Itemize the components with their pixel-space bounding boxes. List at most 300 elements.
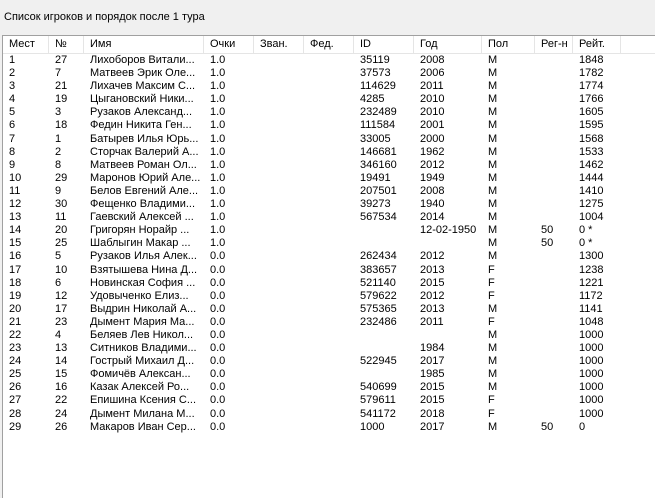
cell-points: 0.0 (210, 328, 226, 341)
cell-points: 1.0 (210, 93, 226, 106)
cell-year: 2008 (420, 54, 445, 66)
cell-region (535, 355, 573, 368)
cell-points: 0.0 (210, 263, 226, 276)
cell-rating: 1238 (579, 263, 604, 276)
table-row[interactable] (3, 172, 655, 185)
cell-federation (304, 394, 354, 407)
cell-id (354, 237, 414, 250)
cell-id: 19491 (360, 171, 391, 184)
cell-sex: M (488, 355, 498, 368)
cell-id: 207501 (360, 184, 397, 197)
table-row[interactable] (3, 381, 655, 394)
cell-place: 6 (9, 119, 16, 132)
cell-region (535, 381, 573, 394)
cell-sex: M (488, 211, 498, 224)
cell-id: 146681 (360, 145, 397, 158)
cell-place: 24 (9, 355, 22, 368)
cell-year: 1984 (420, 342, 445, 355)
table-row[interactable] (3, 80, 655, 93)
cell-number: 27 (55, 54, 68, 66)
cell-sex: M (488, 67, 498, 80)
cell-points: 1.0 (210, 171, 226, 184)
cell-rating: 1774 (579, 80, 604, 93)
cell-federation (304, 67, 354, 80)
cell-points: 1.0 (210, 237, 226, 250)
cell-points: 1.0 (210, 224, 226, 237)
cell-region (535, 54, 573, 67)
players-table[interactable] (2, 35, 655, 498)
table-row[interactable] (3, 106, 655, 119)
cell-place: 10 (9, 171, 22, 184)
cell-rating: 0 * (579, 224, 593, 237)
cell-year: 2000 (420, 132, 445, 145)
table-row[interactable] (3, 355, 655, 368)
cell-number: 2 (55, 145, 62, 158)
cell-federation (304, 237, 354, 250)
cell-sex: F (488, 276, 495, 289)
cell-federation (304, 408, 354, 421)
table-row[interactable] (3, 408, 655, 421)
cell-region (535, 329, 573, 342)
table-row[interactable] (3, 159, 655, 172)
cell-name: Батырев Илья Юрь... (90, 132, 199, 145)
cell-sex: M (488, 328, 498, 341)
cell-year: 2013 (420, 302, 445, 315)
cell-year: 2001 (420, 119, 445, 132)
cell-number: 9 (55, 184, 62, 197)
cell-title (254, 316, 304, 329)
cell-rating: 1000 (579, 355, 604, 368)
cell-federation (304, 421, 354, 434)
cell-region (535, 106, 573, 119)
cell-id: 540699 (360, 381, 397, 394)
cell-points: 1.0 (210, 211, 226, 224)
cell-place: 17 (9, 263, 22, 276)
cell-place: 29 (9, 420, 22, 433)
cell-number: 12 (55, 289, 68, 302)
column-header-number[interactable]: № (49, 36, 84, 53)
cell-place: 18 (9, 276, 22, 289)
cell-id: 35119 (360, 54, 390, 66)
cell-points: 0.0 (210, 394, 226, 407)
column-header-rating[interactable]: Рейт. (573, 36, 621, 53)
cell-name: Белов Евгений Але... (90, 184, 199, 197)
cell-id: 522945 (360, 355, 397, 368)
table-row[interactable] (3, 198, 655, 211)
cell-sex: M (488, 381, 498, 394)
cell-title (254, 198, 304, 211)
cell-federation (304, 224, 354, 237)
cell-federation (304, 119, 354, 132)
table-row[interactable] (3, 329, 655, 342)
cell-federation (304, 198, 354, 211)
cell-region: 50 (541, 224, 554, 237)
cell-rating: 1000 (579, 394, 604, 407)
cell-region (535, 146, 573, 159)
cell-rating: 1605 (579, 106, 604, 119)
cell-federation (304, 80, 354, 93)
column-header-federation[interactable]: Фед. (304, 36, 354, 53)
cell-id: 232486 (360, 315, 397, 328)
cell-points: 0.0 (210, 381, 226, 394)
cell-points: 0.0 (210, 315, 226, 328)
cell-id: 37573 (360, 67, 391, 80)
cell-region (535, 80, 573, 93)
table-row[interactable] (3, 264, 655, 277)
cell-sex: M (488, 171, 498, 184)
cell-number: 15 (55, 368, 68, 381)
cell-place: 25 (9, 368, 22, 381)
cell-federation (304, 329, 354, 342)
cell-place: 4 (9, 93, 16, 106)
cell-title (254, 277, 304, 290)
table-row[interactable] (3, 316, 655, 329)
table-row[interactable] (3, 185, 655, 198)
table-row[interactable] (3, 421, 655, 434)
table-row[interactable] (3, 342, 655, 355)
table-row[interactable] (3, 146, 655, 159)
cell-place: 28 (9, 407, 22, 420)
cell-rating: 1595 (579, 119, 604, 132)
cell-region (535, 211, 573, 224)
column-header-id[interactable]: ID (354, 36, 414, 53)
cell-name: Гаевский Алексей ... (90, 211, 194, 224)
column-header-sex[interactable]: Пол (482, 36, 535, 53)
cell-name: Федин Никита Ген... (90, 119, 192, 132)
column-header-year[interactable]: Год (414, 36, 482, 53)
cell-sex: M (488, 224, 498, 237)
column-header-filler (621, 36, 655, 53)
cell-region (535, 277, 573, 290)
cell-rating: 1141 (579, 302, 603, 315)
cell-name: Сторчак Валерий А... (90, 145, 199, 158)
cell-name: Цыгановский Ники... (90, 93, 194, 106)
cell-region: 50 (541, 237, 554, 250)
cell-title (254, 185, 304, 198)
cell-points: 1.0 (210, 67, 226, 80)
cell-sex: M (488, 342, 498, 355)
table-header (3, 36, 655, 54)
cell-points: 0.0 (210, 355, 226, 368)
cell-title (254, 303, 304, 316)
table-row[interactable] (3, 67, 655, 80)
table-row[interactable] (3, 368, 655, 381)
cell-place: 15 (9, 237, 22, 250)
cell-region (535, 172, 573, 185)
table-row[interactable] (3, 211, 655, 224)
cell-place: 8 (9, 145, 16, 158)
cell-rating: 1444 (579, 171, 604, 184)
cell-sex: M (488, 132, 498, 145)
cell-id: 521140 (360, 276, 396, 289)
table-row[interactable] (3, 237, 655, 250)
cell-id: 346160 (360, 158, 397, 171)
cell-sex: M (488, 158, 498, 171)
cell-rating: 1462 (579, 158, 604, 171)
cell-number: 24 (55, 407, 68, 420)
cell-id: 33005 (360, 132, 391, 145)
cell-title (254, 250, 304, 263)
cell-sex: F (488, 394, 495, 407)
cell-place: 19 (9, 289, 22, 302)
cell-place: 23 (9, 342, 22, 355)
cell-sex: M (488, 198, 498, 211)
cell-rating: 1848 (579, 54, 604, 66)
cell-title (254, 421, 304, 434)
cell-name: Шаблыгин Макар ... (90, 237, 191, 250)
cell-points: 0.0 (210, 407, 226, 420)
cell-federation (304, 146, 354, 159)
cell-region (535, 316, 573, 329)
cell-place: 7 (9, 132, 16, 145)
cell-federation (304, 159, 354, 172)
cell-rating: 1000 (579, 407, 604, 420)
cell-title (254, 67, 304, 80)
cell-sex: M (488, 119, 498, 132)
cell-year (414, 237, 482, 250)
cell-name: Епишина Ксения С... (90, 394, 197, 407)
table-row[interactable] (3, 119, 655, 132)
cell-title (254, 237, 304, 250)
cell-rating: 1533 (579, 145, 604, 158)
cell-id: 541172 (360, 407, 396, 420)
cell-year: 2012 (420, 289, 445, 302)
cell-points: 1.0 (210, 132, 226, 145)
cell-year: 2008 (420, 184, 445, 197)
cell-rating: 1172 (579, 289, 603, 302)
table-row[interactable] (3, 224, 655, 237)
cell-place: 16 (9, 250, 22, 263)
cell-rating: 1000 (579, 368, 604, 381)
cell-sex: M (488, 93, 498, 106)
table-row[interactable] (3, 303, 655, 316)
cell-year: 2013 (420, 263, 445, 276)
cell-title (254, 381, 304, 394)
cell-region (535, 119, 573, 132)
cell-region (535, 250, 573, 263)
cell-name: Новинская София ... (90, 276, 196, 289)
cell-year: 2006 (420, 67, 445, 80)
cell-region (535, 93, 573, 106)
cell-federation (304, 381, 354, 394)
cell-title (254, 408, 304, 421)
table-row[interactable] (3, 133, 655, 146)
cell-region (535, 198, 573, 211)
cell-year: 2014 (420, 211, 445, 224)
cell-number: 5 (55, 250, 62, 263)
cell-year: 1962 (420, 145, 445, 158)
cell-name: Маронов Юрий Але... (90, 171, 201, 184)
cell-id: 383657 (360, 263, 397, 276)
cell-place: 3 (9, 80, 16, 93)
cell-title (254, 172, 304, 185)
cell-number: 19 (55, 93, 68, 106)
cell-place: 14 (9, 224, 22, 237)
cell-id: 232489 (360, 106, 397, 119)
cell-points: 1.0 (210, 106, 226, 119)
cell-year (414, 329, 482, 342)
cell-number: 18 (55, 119, 68, 132)
cell-title (254, 146, 304, 159)
cell-points: 1.0 (210, 184, 226, 197)
cell-number: 8 (55, 158, 62, 171)
cell-rating: 1000 (579, 342, 604, 355)
cell-sex: M (488, 184, 498, 197)
cell-points: 0.0 (210, 368, 226, 381)
cell-region (535, 133, 573, 146)
cell-name: Ситников Владими... (90, 342, 197, 355)
cell-id: 39273 (360, 198, 391, 211)
cell-rating: 1782 (579, 67, 604, 80)
cell-name: Лихоборов Витали... (90, 54, 195, 66)
cell-year: 12-02-1950 (420, 224, 477, 237)
table-row[interactable] (3, 93, 655, 106)
table-row[interactable] (3, 54, 655, 67)
cell-title (254, 133, 304, 146)
cell-federation (304, 342, 354, 355)
cell-title (254, 355, 304, 368)
cell-number: 20 (55, 224, 68, 237)
column-header-points[interactable]: Очки (204, 36, 254, 53)
cell-federation (304, 368, 354, 381)
cell-region (535, 394, 573, 407)
cell-year: 2010 (420, 106, 445, 119)
table-row[interactable] (3, 277, 655, 290)
cell-region (535, 159, 573, 172)
cell-federation (304, 250, 354, 263)
cell-number: 29 (55, 171, 68, 184)
cell-name: Гострый Михаил Д... (90, 355, 195, 368)
column-header-title[interactable]: Зван. (254, 36, 304, 53)
cell-rating: 1000 (579, 381, 604, 394)
column-header-name[interactable]: Имя (84, 36, 204, 53)
cell-place: 27 (9, 394, 22, 407)
cell-rating: 0 * (579, 237, 593, 250)
cell-place: 26 (9, 381, 22, 394)
cell-name: Макаров Иван Сер... (90, 420, 196, 433)
cell-federation (304, 133, 354, 146)
cell-sex: M (488, 237, 498, 250)
cell-rating: 1410 (579, 184, 604, 197)
column-header-region[interactable]: Рег-н (535, 36, 573, 53)
cell-year: 2015 (420, 394, 445, 407)
cell-rating: 1766 (579, 93, 604, 106)
cell-year: 1940 (420, 198, 445, 211)
cell-title (254, 159, 304, 172)
column-header-place[interactable]: Мест (3, 36, 49, 53)
cell-place: 13 (9, 211, 22, 224)
cell-points: 0.0 (210, 250, 226, 263)
cell-year: 2018 (420, 407, 445, 420)
cell-year: 2017 (420, 355, 445, 368)
cell-id: 1000 (360, 420, 385, 433)
cell-name: Дымент Милана М... (90, 407, 195, 420)
cell-title (254, 290, 304, 303)
cell-federation (304, 264, 354, 277)
cell-place: 1 (9, 54, 16, 66)
cell-id: 114629 (360, 80, 396, 93)
cell-number: 6 (55, 276, 62, 289)
cell-number: 25 (55, 237, 68, 250)
cell-rating: 0 (579, 420, 586, 433)
cell-federation (304, 106, 354, 119)
table-row[interactable] (3, 394, 655, 407)
cell-name: Фещенко Владими... (90, 198, 196, 211)
cell-id: 111584 (360, 119, 396, 132)
cell-title (254, 394, 304, 407)
cell-federation (304, 172, 354, 185)
cell-number: 3 (55, 106, 62, 119)
cell-title (254, 264, 304, 277)
cell-points: 0.0 (210, 276, 226, 289)
cell-place: 2 (9, 67, 16, 80)
cell-region (535, 290, 573, 303)
cell-rating: 1000 (579, 328, 604, 341)
cell-year: 2017 (420, 420, 445, 433)
cell-id (354, 342, 414, 355)
table-row[interactable] (3, 290, 655, 303)
cell-federation (304, 277, 354, 290)
cell-place: 22 (9, 328, 22, 341)
cell-points: 0.0 (210, 289, 226, 302)
cell-year: 2011 (420, 80, 444, 93)
cell-sex: F (488, 263, 495, 276)
cell-rating: 1300 (579, 250, 604, 263)
cell-sex: M (488, 250, 498, 263)
cell-place: 9 (9, 158, 16, 171)
cell-region (535, 185, 573, 198)
cell-year: 1949 (420, 171, 445, 184)
cell-title (254, 80, 304, 93)
window-title: Список игроков и порядок после 1 тура (4, 11, 205, 23)
cell-sex: M (488, 368, 498, 381)
cell-id: 579611 (360, 394, 396, 407)
cell-year: 2011 (420, 315, 444, 328)
cell-points: 0.0 (210, 342, 226, 355)
cell-federation (304, 54, 354, 67)
cell-name: Беляев Лев Никол... (90, 328, 194, 341)
cell-region (535, 264, 573, 277)
cell-name: Григорян Норайр ... (90, 224, 190, 237)
cell-id: 567534 (360, 211, 397, 224)
cell-id (354, 368, 414, 381)
cell-number: 4 (55, 328, 62, 341)
cell-name: Взятышева Нина Д... (90, 263, 198, 276)
cell-region (535, 67, 573, 80)
cell-number: 30 (55, 198, 68, 211)
cell-sex: F (488, 407, 495, 420)
cell-sex: M (488, 106, 498, 119)
cell-number: 14 (55, 355, 68, 368)
cell-year: 2010 (420, 93, 445, 106)
table-row[interactable] (3, 250, 655, 263)
cell-title (254, 119, 304, 132)
cell-sex: F (488, 289, 495, 302)
cell-number: 16 (55, 381, 68, 394)
cell-sex: M (488, 145, 498, 158)
cell-year: 2015 (420, 276, 445, 289)
cell-federation (304, 93, 354, 106)
cell-title (254, 224, 304, 237)
cell-title (254, 211, 304, 224)
cell-points: 1.0 (210, 145, 226, 158)
cell-points: 0.0 (210, 302, 226, 315)
cell-points: 1.0 (210, 80, 226, 93)
cell-number: 22 (55, 394, 68, 407)
cell-name: Выдрин Николай А... (90, 302, 197, 315)
cell-number: 13 (55, 342, 68, 355)
cell-number: 21 (55, 80, 68, 93)
